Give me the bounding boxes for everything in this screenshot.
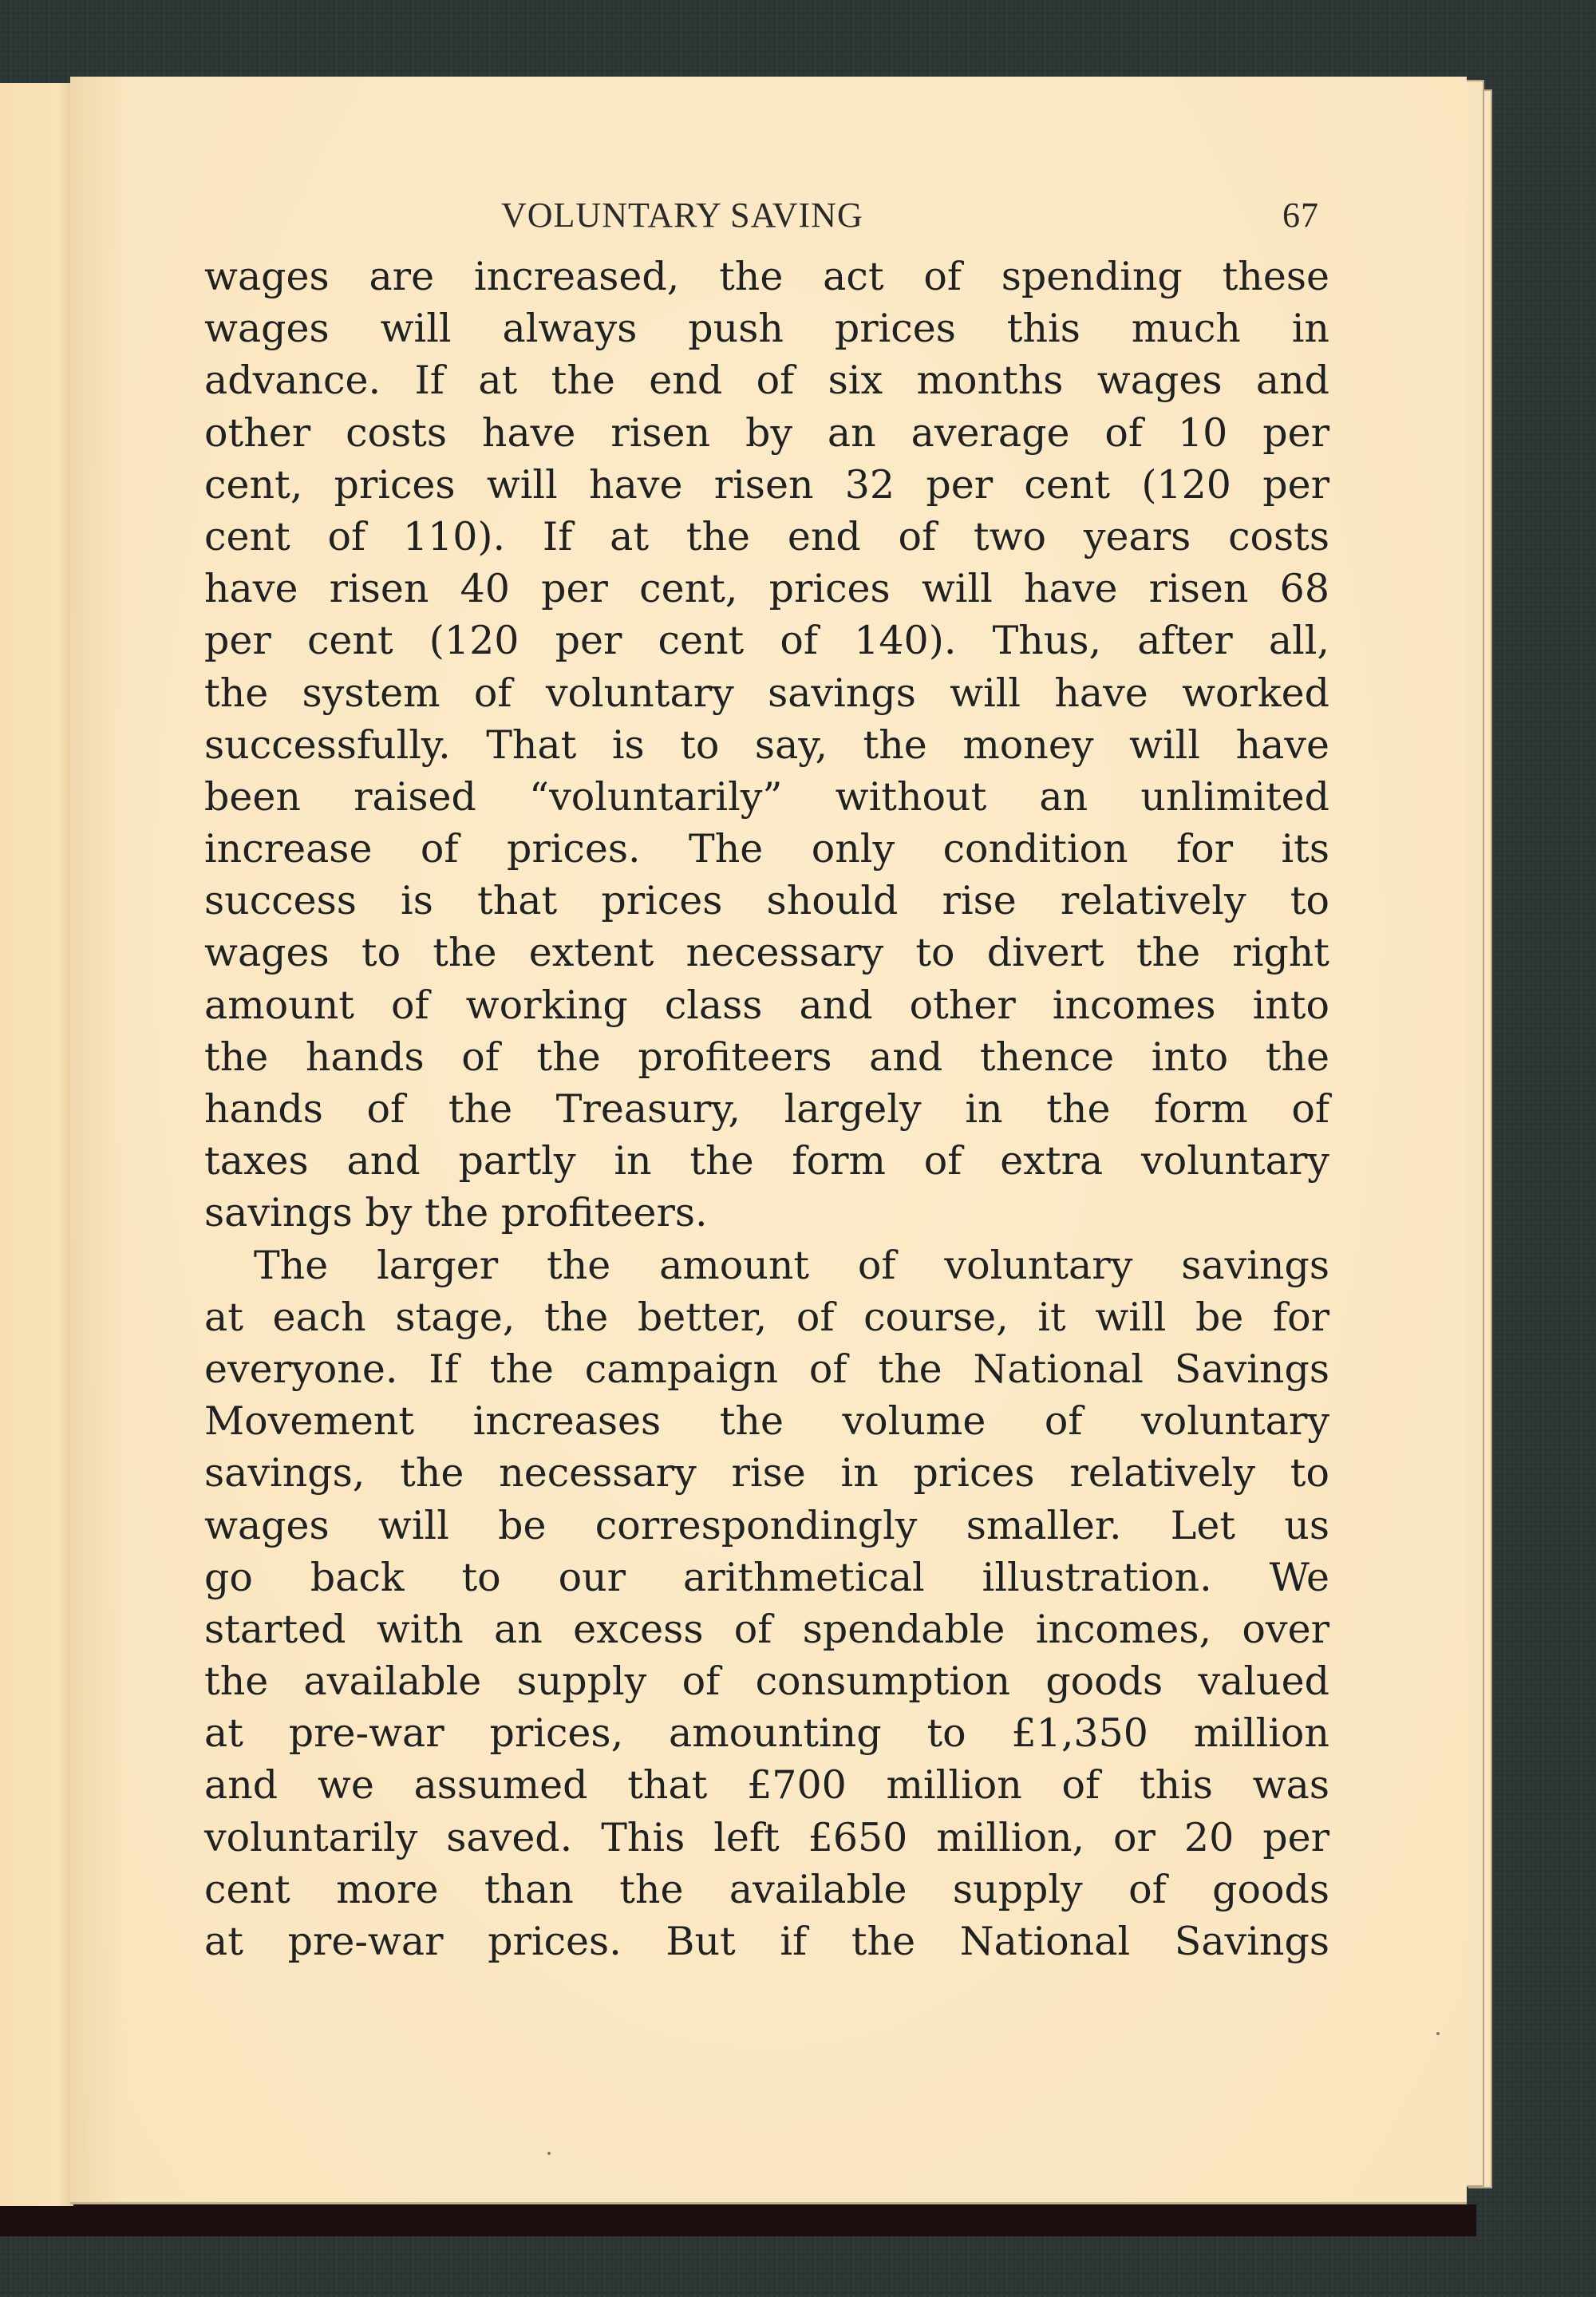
text-line: everyone. If the campaign of the National Savings — [204, 1346, 1329, 1392]
text-line: amount of working class and other incomes into — [204, 982, 1329, 1028]
text-line: wages to the extent necessary to divert the right — [204, 930, 1329, 976]
text-line: cent more than the available supply of goods — [204, 1866, 1329, 1912]
text-line: cent of 110). If at the end of two years costs — [204, 513, 1329, 559]
text-line: Movement increases the volume of voluntary — [204, 1398, 1329, 1445]
text-line: hands of the Treasury, largely in the form of — [204, 1086, 1329, 1132]
text-line: been raised “voluntarily” without an unlimited — [204, 773, 1329, 820]
text-line: taxes and partly in the form of extra voluntary — [204, 1138, 1329, 1184]
text-line: at pre-war prices. But if the National Savings — [204, 1919, 1329, 1964]
body-text — [204, 251, 1329, 1967]
text-line: the available supply of consumption goods valued — [204, 1659, 1329, 1705]
text-line: and we assumed that £700 million of this was — [204, 1762, 1329, 1809]
text-line: started with an excess of spendable incomes, over — [204, 1606, 1329, 1652]
book-page — [70, 77, 1467, 2204]
text-line: savings, the necessary rise in prices relatively to — [204, 1450, 1329, 1496]
paper-speck — [1436, 2032, 1440, 2035]
text-line: go back to our arithmetical illustration. We — [204, 1554, 1329, 1600]
text-line: at each stage, the better, of course, it will be for — [204, 1294, 1329, 1340]
text-line: The larger the amount of voluntary savings — [254, 1242, 1329, 1288]
text-line: the system of voluntary savings will have worked — [204, 670, 1329, 716]
text-line: have risen 40 per cent, prices will have risen 68 — [204, 566, 1329, 612]
text-line: savings by the profiteers. — [204, 1190, 708, 1236]
text-line: successfully. That is to say, the money will have — [204, 722, 1329, 768]
paragraph-2 — [204, 1239, 1329, 1968]
facing-page-edge — [0, 83, 73, 2206]
paragraph-1 — [204, 251, 1329, 1239]
text-line: wages will always push prices this much in — [204, 306, 1329, 352]
text-line: increase of prices. The only condition for its — [204, 826, 1329, 872]
text-line: at pre-war prices, amounting to £1,350 million — [204, 1710, 1329, 1757]
running-title: VOLUNTARY SAVING — [501, 196, 863, 235]
text-line: per cent (120 per cent of 140). Thus, after all, — [204, 618, 1329, 664]
text-line: wages will be correspondingly smaller. Let us — [204, 1502, 1329, 1548]
running-head — [501, 195, 1363, 235]
text-line: other costs have risen by an average of 10 per — [204, 409, 1329, 456]
book-bottom-shadow — [0, 2204, 1476, 2236]
text-line: success is that prices should rise relatively to — [204, 878, 1329, 924]
text-line: the hands of the profiteers and thence into the — [204, 1034, 1329, 1080]
page-number: 67 — [1282, 196, 1319, 235]
text-line: cent, prices will have risen 32 per cent (120 per — [204, 461, 1329, 508]
paper-speck — [547, 2152, 551, 2155]
text-line: voluntarily saved. This left £650 million, or 20 per — [204, 1814, 1329, 1860]
text-line: advance. If at the end of six months wages and — [204, 358, 1329, 404]
text-line: wages are increased, the act of spending these — [204, 254, 1329, 299]
